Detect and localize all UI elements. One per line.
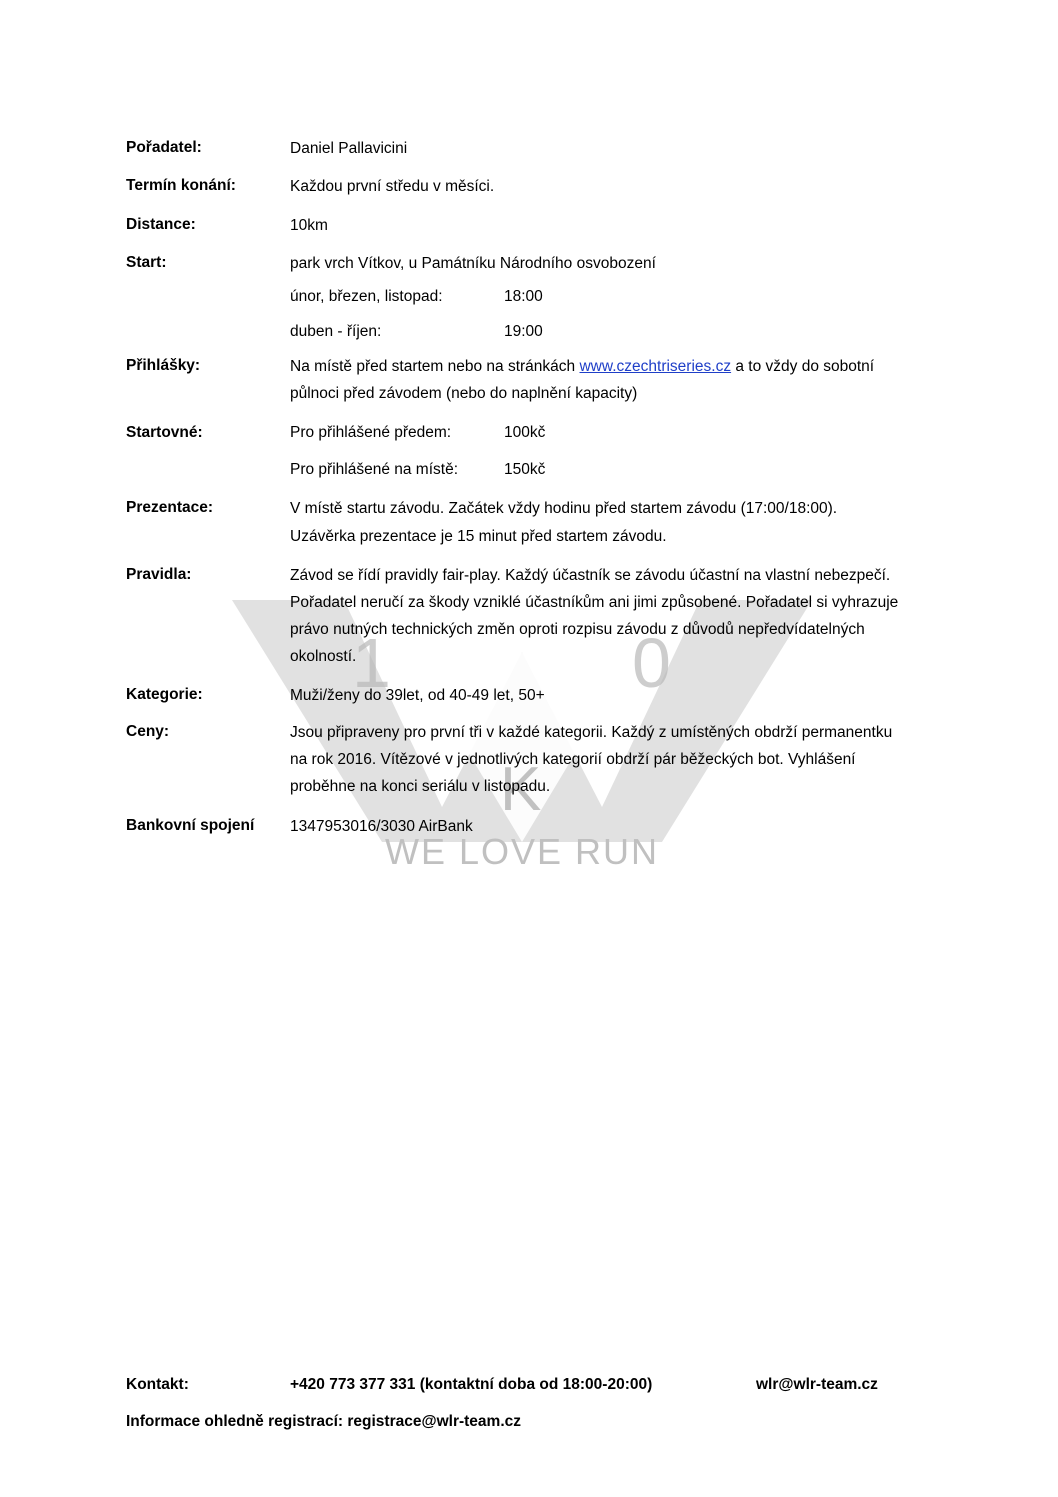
watermark-digit-1: 1 bbox=[352, 624, 391, 702]
fee-advance-price: 100kč bbox=[504, 424, 546, 441]
value-check-in-line2: Uzávěrka prezentace je 15 minut před startem závodu. bbox=[290, 528, 667, 545]
label-rules: Pravidla: bbox=[126, 566, 192, 583]
fee-onsite-price: 150kč bbox=[504, 461, 546, 478]
label-fee: Startovné: bbox=[126, 424, 203, 441]
label-check-in: Prezentace: bbox=[126, 499, 214, 516]
registration-text-after: a to vždy do sobotní půlnoci před závodem (nebo do naplnění kapacity) bbox=[290, 358, 875, 402]
watermark-letter-k: K bbox=[500, 755, 542, 824]
footer-phone: +420 773 377 331 (kontaktní doba od 18:00-20:00) bbox=[290, 1376, 653, 1393]
value-prizes: Jsou připraveny pro první tři v každé kategorii. Každý z umístěných obdrží permanentku na rok 2016. Vítězové v jednotlivých kategorií obdrží pár běžeckých bot. Vyhlášení proběhne na konci seriálu v listopadu. bbox=[290, 724, 893, 795]
value-organizer: Daniel Pallavicini bbox=[290, 140, 408, 157]
watermark-text: WE LOVE RUN bbox=[384, 831, 660, 872]
label-registration: Přihlášky: bbox=[126, 357, 201, 374]
value-date: Každou první středu v měsíci. bbox=[290, 178, 495, 195]
value-rules: Závod se řídí pravidly fair-play. Každý účastník se závodu účastní na vlastní nebezpečí. Pořadatel neručí za škody vzniklé účastníkům ani jimi způsobené. Pořadatel si vyhrazuje právo nutných technických změn oproti rozpisu závodu z důvodů nepředvídatelných okolností. bbox=[290, 567, 899, 665]
watermark-digit-0: 0 bbox=[632, 624, 671, 702]
value-registration bbox=[290, 353, 910, 407]
start-time-2: 19:00 bbox=[504, 323, 543, 340]
fee-onsite-label: Pro přihlášené na místě: bbox=[290, 461, 459, 478]
label-categories: Kategorie: bbox=[126, 686, 203, 703]
footer-contact-label: Kontakt: bbox=[126, 1376, 189, 1393]
registration-text: Na místě před startem nebo na stránkách bbox=[290, 358, 580, 375]
label-distance: Distance: bbox=[126, 216, 196, 233]
label-date: Termín konání: bbox=[126, 177, 236, 194]
value-distance: 10km bbox=[290, 217, 328, 234]
value-bank: 1347953016/3030 AirBank bbox=[290, 818, 473, 835]
registration-link[interactable]: www.czechtriseries.cz bbox=[579, 358, 732, 375]
value-check-in-line1: V místě startu závodu. Začátek vždy hodinu před startem závodu (17:00/18:00). bbox=[290, 500, 838, 517]
footer-email[interactable]: wlr@wlr-team.cz bbox=[756, 1376, 878, 1393]
start-period-2: duben - říjen: bbox=[290, 323, 382, 340]
footer-registration-info: Informace ohledně registrací: registrace@wlr-team.cz bbox=[126, 1413, 522, 1430]
value-start-location: park vrch Vítkov, u Památníku Národního osvobození bbox=[290, 255, 656, 272]
label-prizes: Ceny: bbox=[126, 723, 170, 740]
label-bank: Bankovní spojení bbox=[126, 817, 255, 834]
label-organizer: Pořadatel: bbox=[126, 139, 202, 156]
start-time-1: 18:00 bbox=[504, 288, 543, 305]
label-start: Start: bbox=[126, 254, 167, 271]
value-categories: Muži/ženy do 39let, od 40-49 let, 50+ bbox=[290, 687, 545, 704]
fee-advance-label: Pro přihlášené předem: bbox=[290, 424, 452, 441]
start-period-1: únor, březen, listopad: bbox=[290, 288, 443, 305]
